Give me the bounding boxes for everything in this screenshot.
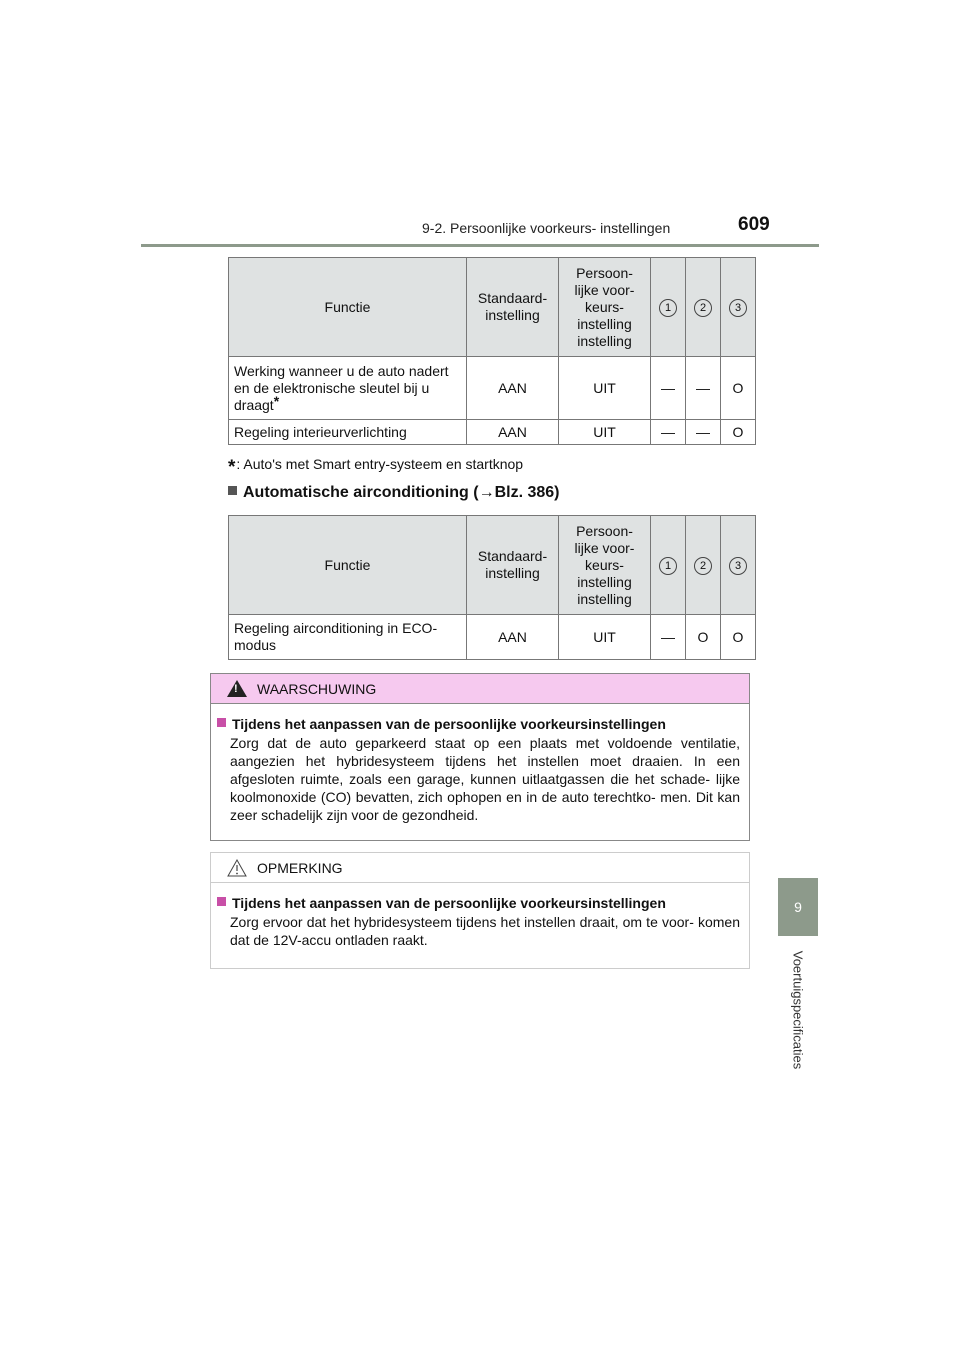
row-default: AAN	[467, 615, 559, 660]
chapter-number: 9	[794, 899, 802, 915]
header-functie: Functie	[229, 258, 467, 357]
row-col-3: O	[721, 420, 756, 445]
row-col-2: —	[686, 357, 721, 420]
settings-table-1	[228, 257, 756, 445]
table-header-row	[229, 516, 756, 615]
table-row	[229, 357, 756, 420]
header-rule	[141, 244, 819, 247]
footnote-marker: *	[273, 392, 280, 409]
header-col-2	[686, 516, 721, 615]
warning-triangle-icon	[227, 680, 247, 697]
circled-2: 2	[694, 557, 712, 575]
header-standaard: Standaard- instelling	[467, 258, 559, 357]
row-col-2: O	[686, 615, 721, 660]
warning-header	[211, 674, 749, 704]
row-default: AAN	[467, 420, 559, 445]
header-col-3	[721, 258, 756, 357]
row-col-3: O	[721, 357, 756, 420]
row-default: AAN	[467, 357, 559, 420]
header-col-2	[686, 258, 721, 357]
row-personal: UIT	[559, 420, 651, 445]
page-header-title: 9-2. Persoonlijke voorkeurs- instellingen	[422, 220, 671, 236]
row-col-1: —	[651, 420, 686, 445]
row-personal: UIT	[559, 357, 651, 420]
row-col-2: —	[686, 420, 721, 445]
footnote-text: : Auto's met Smart entry-systeem en startknop	[236, 456, 524, 472]
row-function: Werking wanneer u de auto nadert en de elektronische sleutel bij u draagt*	[229, 357, 467, 420]
arrow-icon: →	[478, 484, 495, 501]
table-row	[229, 615, 756, 660]
row-function: Regeling airconditioning in ECO-modus	[229, 615, 467, 660]
footnote	[228, 456, 523, 479]
note-body: Zorg ervoor dat het hybridesysteem tijdens het instellen draait, om te voor- komen dat de 12V-accu ontladen raakt.	[230, 914, 740, 948]
warning-box	[210, 673, 750, 841]
note-label: OPMERKING	[257, 859, 343, 876]
circled-3: 3	[729, 557, 747, 575]
bullet-square-icon	[217, 897, 226, 906]
page-reference-link[interactable]: Blz. 386)	[494, 484, 560, 501]
header-functie: Functie	[229, 516, 467, 615]
caution-outline-icon	[227, 859, 247, 877]
header-col-1	[651, 516, 686, 615]
row-personal: UIT	[559, 615, 651, 660]
bullet-square-icon	[217, 718, 226, 727]
row-col-1: —	[651, 357, 686, 420]
row-col-1: —	[651, 615, 686, 660]
row-col-3: O	[721, 615, 756, 660]
note-header	[211, 853, 749, 883]
table-row	[229, 420, 756, 445]
table-header-row	[229, 258, 756, 357]
page-number: 609	[738, 214, 770, 235]
header-col-1	[651, 258, 686, 357]
bullet-square-icon	[228, 486, 237, 495]
footnote-asterisk: *	[228, 457, 236, 478]
header-col-3	[721, 516, 756, 615]
circled-1: 1	[659, 557, 677, 575]
warning-body: Zorg dat de auto geparkeerd staat op een plaats met voldoende ventilatie, aangezien het hybridesysteem tijdens het instellen moet draaien. In een afgesloten ruimte, zoals een garage, kunnen uitlaatgassen die het schade- lijke koolmonoxide (CO) bevatten, zich ophopen en in de auto terechtko- men. Dit kan zeer schadelijk zijn voor de gezondheid.	[230, 735, 740, 823]
circled-2: 2	[694, 299, 712, 317]
header-standaard: Standaard- instelling	[467, 516, 559, 615]
note-title: Tijdens het aanpassen van de persoonlijke voorkeursinstellingen	[211, 883, 749, 911]
circled-1: 1	[659, 299, 677, 317]
header-persoonlijk: Persoon- lijke voor- keurs- instelling instelling	[559, 516, 651, 615]
chapter-label: Voertuigspecificaties	[790, 950, 806, 1070]
circled-3: 3	[729, 299, 747, 317]
section-heading: Automatische airconditioning (→Blz. 386)	[228, 484, 559, 502]
warning-label: WAARSCHUWING	[257, 680, 377, 697]
settings-table-2	[228, 515, 756, 660]
note-box	[210, 852, 750, 969]
row-function: Regeling interieurverlichting	[229, 420, 467, 445]
header-persoonlijk: Persoon- lijke voor- keurs- instelling instelling	[559, 258, 651, 357]
chapter-tab	[778, 878, 818, 936]
warning-title: Tijdens het aanpassen van de persoonlijke voorkeursinstellingen	[211, 704, 749, 732]
